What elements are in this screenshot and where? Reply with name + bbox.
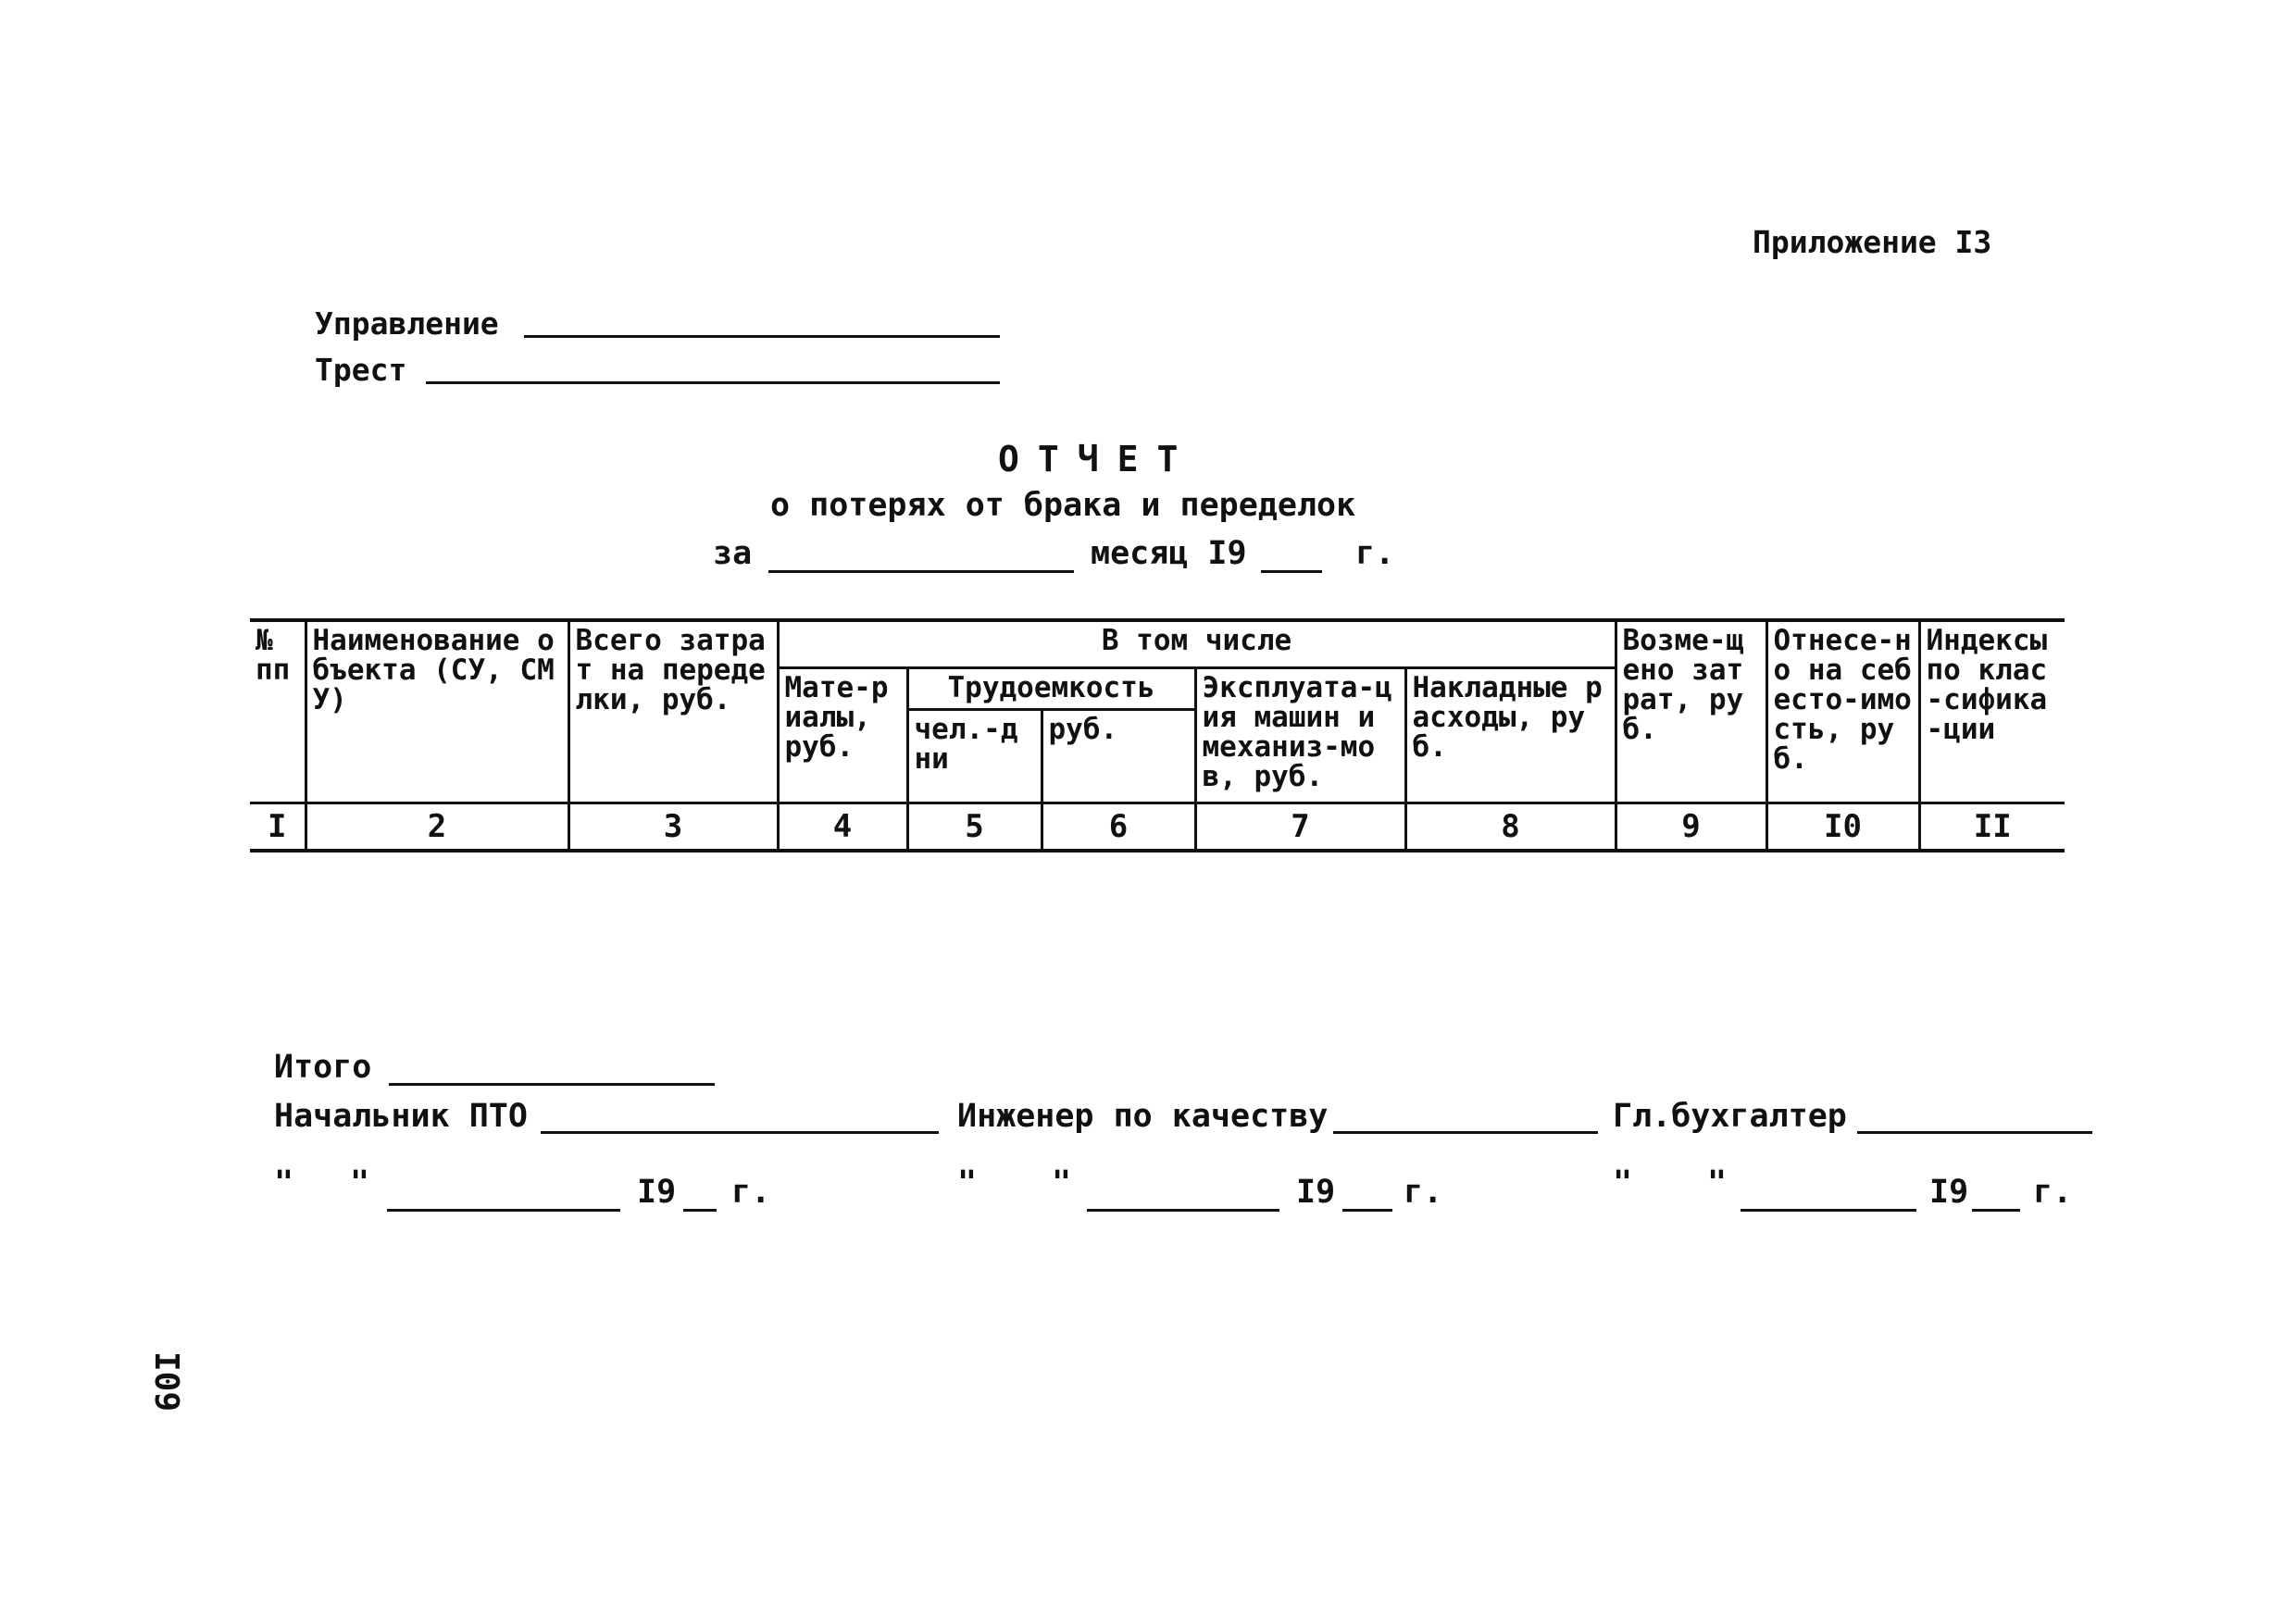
date-quote-open: " — [1613, 1164, 1633, 1201]
period-year-field[interactable] — [1261, 570, 1322, 573]
date-quote-close: " — [350, 1164, 370, 1201]
header-cell-total: Всего затрат на переделки, руб. — [568, 620, 778, 803]
col-number: I0 — [1766, 803, 1919, 852]
report-subtitle: о потерях от брака и переделок — [770, 487, 1356, 524]
header-cell-object: Наименование объекта (СУ, СМУ) — [306, 620, 568, 803]
upravlenie-field[interactable] — [524, 335, 1000, 338]
date-field-3[interactable] — [1741, 1209, 1916, 1212]
date-quote-open: " — [274, 1164, 294, 1201]
col-number: 7 — [1195, 803, 1405, 852]
period-prefix: за — [713, 535, 753, 572]
date-quote-open: " — [957, 1164, 978, 1201]
trest-field[interactable] — [426, 381, 1000, 384]
header-cell-group: В том числе — [778, 620, 1616, 668]
header-cell-cost: Отнесе-но на себесто-имость, руб. — [1766, 620, 1919, 803]
trest-label: Трест — [315, 352, 407, 388]
total-label: Итого — [274, 1049, 372, 1086]
header-cell-index: Индексы по клас-сифика-ции — [1919, 620, 2065, 803]
date-quote-close: " — [1052, 1164, 1072, 1201]
head-pto-label: Начальник ПТО — [274, 1098, 528, 1135]
date-year-prefix: I9 — [1929, 1174, 1969, 1211]
page-number: I09 — [147, 1351, 185, 1413]
total-field[interactable] — [389, 1083, 715, 1086]
header-cell-overhead: Накладные расходы, руб. — [1405, 668, 1616, 803]
quality-engineer-signature[interactable] — [1333, 1131, 1598, 1134]
period-month-label: месяц I9 — [1091, 535, 1247, 572]
period-month-field[interactable] — [768, 570, 1074, 573]
col-number: 9 — [1616, 803, 1766, 852]
date-field-2[interactable] — [1087, 1209, 1279, 1212]
date-year-field-2[interactable] — [1342, 1209, 1392, 1212]
header-cell-labor-rub: руб. — [1042, 710, 1195, 803]
chief-accountant-label: Гл.бухгалтер — [1613, 1098, 1847, 1135]
col-number: I — [250, 803, 306, 852]
report-title: ОТЧЕТ — [998, 439, 1197, 479]
col-number: 2 — [306, 803, 568, 852]
header-cell-person-days: чел.-дни — [907, 710, 1042, 803]
header-cell-reimbursed: Возме-щено затрат, руб. — [1616, 620, 1766, 803]
header-cell-labor: Трудоемкость — [907, 668, 1195, 710]
period-suffix: г. — [1355, 535, 1395, 572]
date-year-field-3[interactable] — [1972, 1209, 2020, 1212]
date-year-suffix: г. — [731, 1174, 771, 1211]
col-number: 3 — [568, 803, 778, 852]
head-pto-signature[interactable] — [541, 1131, 939, 1134]
date-year-suffix: г. — [2033, 1174, 2073, 1211]
col-number: 8 — [1405, 803, 1616, 852]
appendix-label: Приложение I3 — [1753, 224, 1992, 260]
date-year-field-1[interactable] — [683, 1209, 717, 1212]
date-year-prefix: I9 — [1296, 1174, 1336, 1211]
quality-engineer-label: Инженер по качеству — [957, 1098, 1329, 1135]
date-year-prefix: I9 — [637, 1174, 677, 1211]
col-number: 5 — [907, 803, 1042, 852]
date-quote-close: " — [1707, 1164, 1728, 1201]
upravlenie-label: Управление — [315, 305, 499, 342]
date-year-suffix: г. — [1404, 1174, 1443, 1211]
report-table — [250, 618, 2065, 853]
header-cell-num: № пп — [250, 620, 306, 803]
date-field-1[interactable] — [387, 1209, 620, 1212]
col-number: 6 — [1042, 803, 1195, 852]
header-cell-materials: Мате-риалы, руб. — [778, 668, 907, 803]
col-number: 4 — [778, 803, 907, 852]
chief-accountant-signature[interactable] — [1857, 1131, 2092, 1134]
col-number: II — [1919, 803, 2065, 852]
header-cell-machines: Эксплуата-ция машин и механиз-мов, руб. — [1195, 668, 1405, 803]
